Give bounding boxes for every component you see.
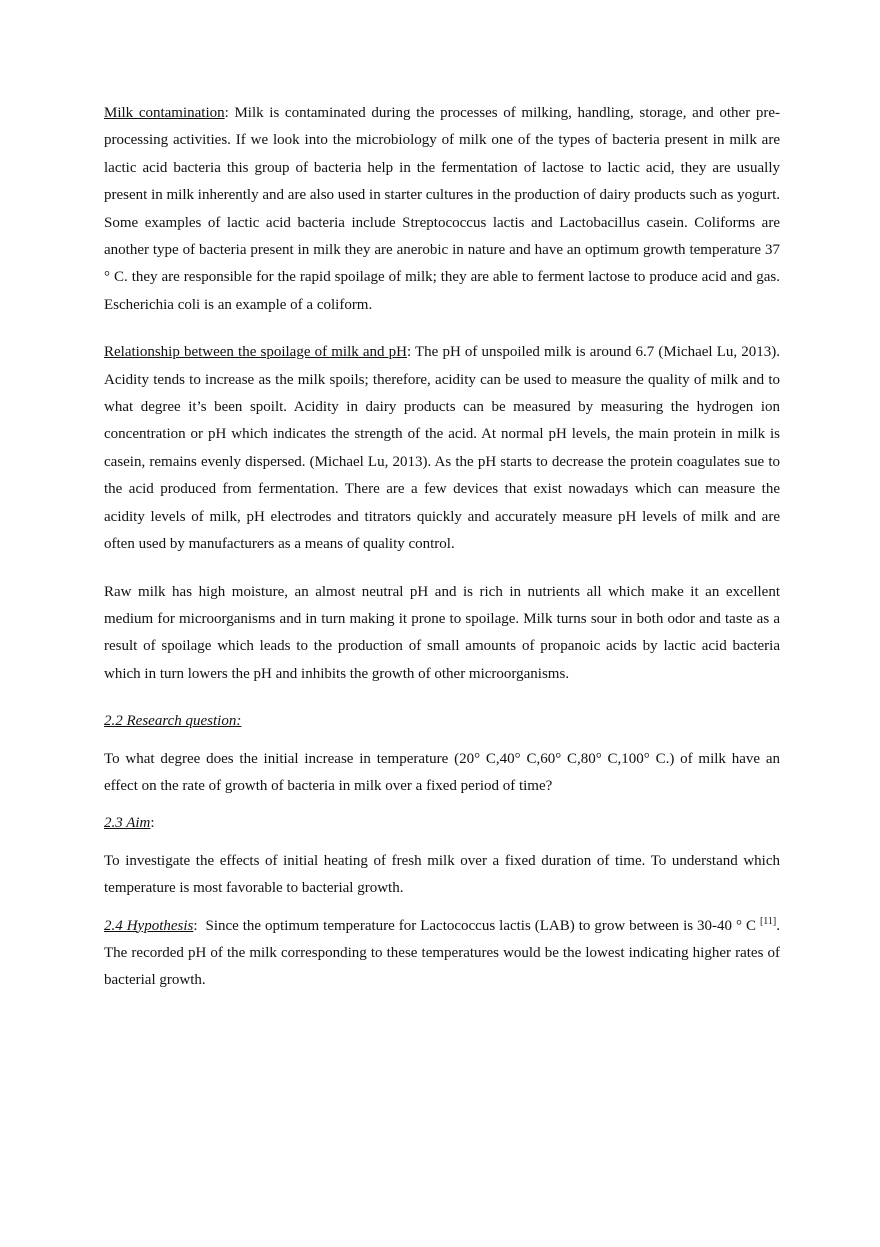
document-page xyxy=(104,100,780,995)
aim-body: To investigate the effects of initial heating of fresh milk over a fixed duration of time. To understand which temperature is most favorable to bacterial growth. xyxy=(104,852,780,897)
milk-contamination-heading: Milk contamination xyxy=(104,105,225,121)
research-question-body: To what degree does the initial increase in temperature (20° C,40° C,60° C,80° C,100° C.) of milk have an effect on the rate of growth of bacteria in milk over a fixed period of time? xyxy=(104,750,780,794)
research-question-heading: 2.2 Research question: xyxy=(104,713,242,730)
spoilage-ph-heading: Relationship between the spoilage of milk and pH xyxy=(104,344,407,361)
hypothesis-heading: 2.4 Hypothesis xyxy=(104,917,194,934)
citation-reference: [11] xyxy=(759,915,777,927)
spoilage-ph-body: : The pH of unspoiled milk is around 6.7 (Michael Lu, 2013). Acidity tends to increase as the milk spoils; therefore, acidity can be used to measure the quality of milk and to what degree it’s been spoilt. Acidity in dairy products can be measured by measuring the hydrogen ion concentration or pH which indicates the strength of the acid. At normal pH levels, the main protein in milk is casein, remains evenly dispersed. (Michael Lu, 2013). As the pH starts to decrease the protein coagulates sue to the acid produced from fermentation. There are a few devices that exist nowadays which can measure the acidity levels of milk, pH electrodes and titrators quickly and accurately measure pH levels of milk and are often used by manufacturers as a means of quality control. xyxy=(104,344,780,553)
raw-milk-paragraph: Raw milk has high moisture, an almost neutral pH and is rich in nutrients all which make it an excellent medium for microorganisms and in turn making it prone to spoilage. Milk turns sour in both odor and taste as a result of spoilage which leads to the production of small amounts of propanoic acids by lactic acid bacteria which in turn lowers the pH and inhibits the growth of other microorganisms. xyxy=(104,583,780,682)
hypothesis-paragraph: 2.4 Hypothesis: Since the optimum temperature for Lactococcus lactis (LAB) to grow between is 30-40 ° C [11]. The recorded pH of the milk corresponding to these temperatures would be the lowest indicating higher rates of bacterial growth. xyxy=(104,915,780,989)
milk-contamination-paragraph xyxy=(104,100,780,319)
hypothesis-body-before: Since the optimum temperature for Lactococcus lactis (LAB) to grow between is 30-40 ° C xyxy=(197,917,760,934)
hypothesis-body-after: . The recorded pH of the milk corresponding to these temperatures would be the lowest indicating higher rates of bacterial growth. xyxy=(104,917,780,989)
spoilage-ph-paragraph xyxy=(104,339,780,558)
aim-heading: 2.3 Aim: xyxy=(104,815,155,832)
milk-contamination-body: : Milk is contaminated during the processes of milking, handling, storage, and other pre-processing activities. If we look into the microbiology of milk one of the types of bacteria present in milk are lactic acid bacteria this group of bacteria help in the fermentation of lactose to lactic acid, they are usually present in milk inherently and are also used in starter cultures in the production of dairy products such as yogurt. Some examples of lactic acid bacteria include Streptococcus lactis and Lactobacillus casein. Coliforms are another type of bacteria present in milk they are anerobic in nature and have an optimum growth temperature 37 ° C. they are responsible for the rapid spoilage of milk; they are able to ferment lactose to produce acid and gas. Escherichia coli is an example of a coliform. xyxy=(104,105,781,313)
